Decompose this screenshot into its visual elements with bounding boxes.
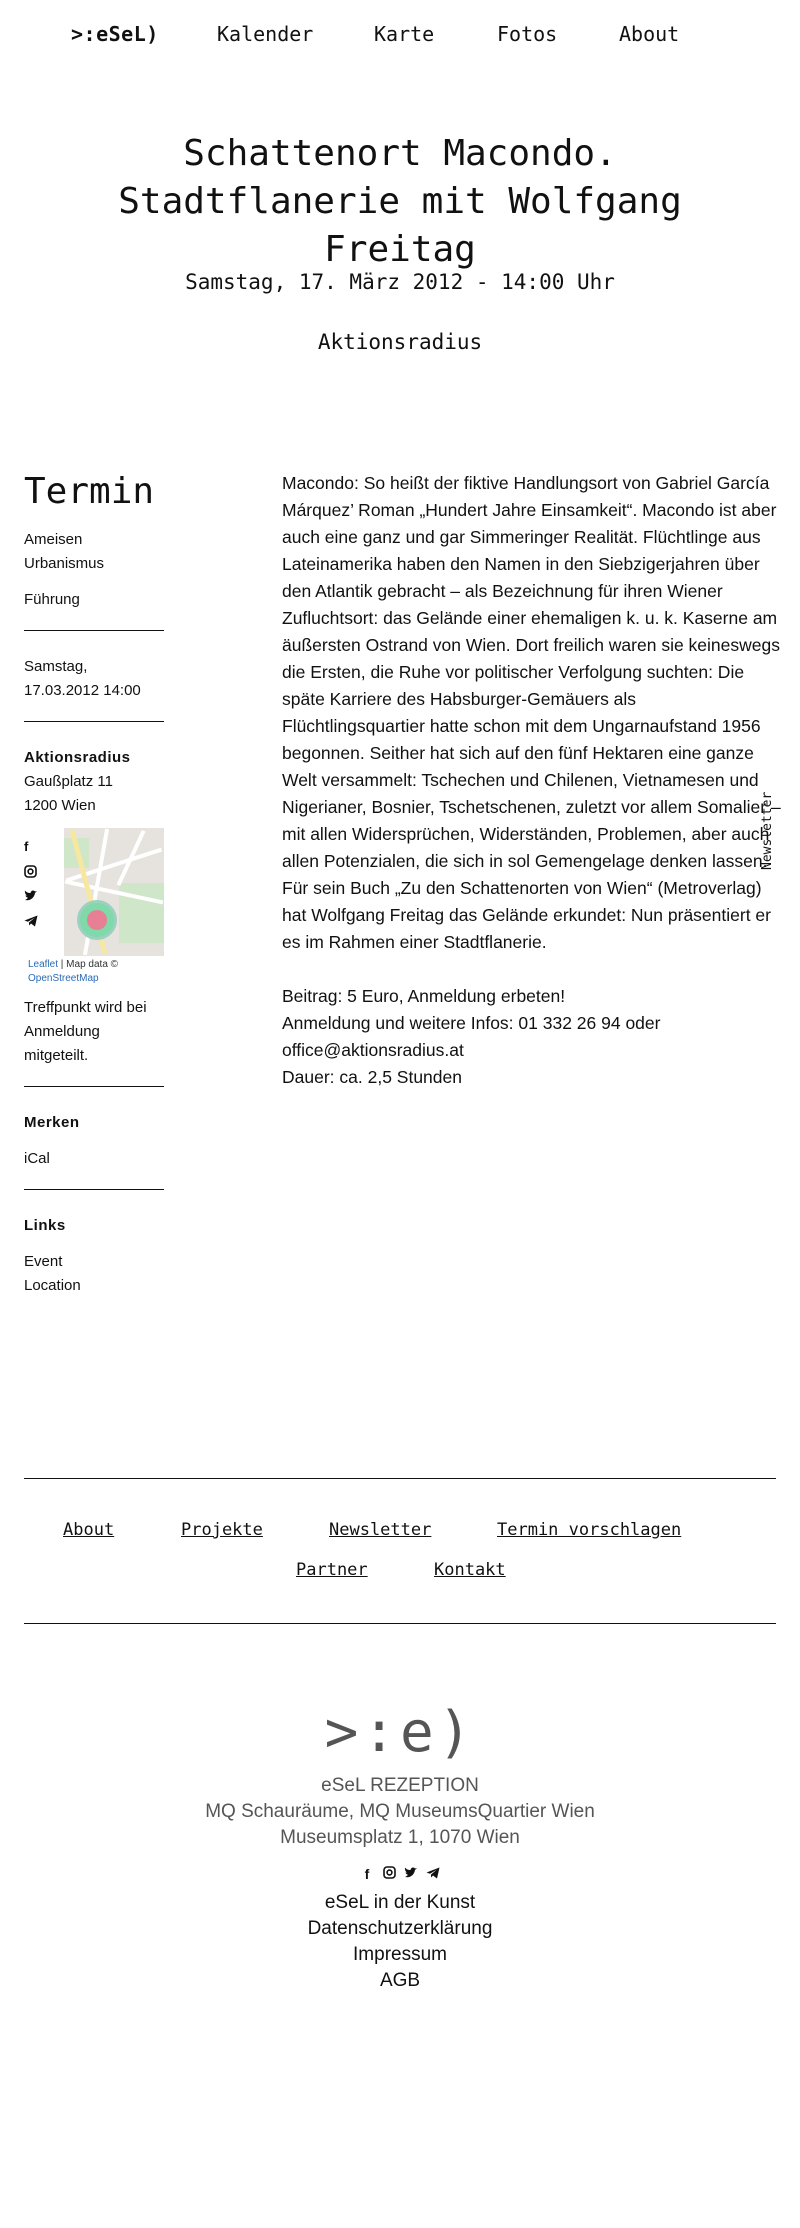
duration-info: Dauer: ca. 2,5 Stunden	[282, 1067, 462, 1087]
merken-label: Merken	[24, 1114, 80, 1131]
footer-address-line1: MQ Schauräume, MQ MuseumsQuartier Wien	[205, 1801, 595, 1822]
event-description	[282, 470, 782, 1091]
event-organizer[interactable]: Aktionsradius	[317, 330, 483, 354]
event-date: Samstag, 17. März 2012 - 14:00 Uhr	[185, 270, 615, 294]
footer-link-datenschutz[interactable]: Datenschutzerklärung	[307, 1918, 493, 1939]
event-link[interactable]: Event	[24, 1253, 63, 1270]
footer-link-kontakt[interactable]: Kontakt	[434, 1560, 506, 1580]
price-info: Beitrag: 5 Euro, Anmeldung erbeten!	[282, 986, 566, 1006]
footer-divider	[24, 1623, 776, 1624]
sidebar-heading: Termin	[24, 471, 155, 512]
site-logo[interactable]: >:eSeL)	[71, 22, 159, 46]
nav-link-karte[interactable]: Karte	[374, 22, 435, 46]
footer-link-esel-kunst[interactable]: eSeL in der Kunst	[324, 1892, 476, 1913]
top-nav	[0, 22, 800, 52]
map-data-text: | Map data ©	[58, 959, 119, 970]
divider	[24, 1086, 164, 1087]
divider	[24, 1189, 164, 1190]
registration-info: Anmeldung und weitere Infos: 01 332 26 94 oder office@aktionsradius.at	[282, 1013, 661, 1060]
ical-link[interactable]: iCal	[24, 1150, 50, 1167]
footer-link-partner[interactable]: Partner	[296, 1560, 368, 1580]
twitter-icon[interactable]	[24, 890, 38, 904]
divider	[24, 630, 164, 631]
twitter-icon[interactable]	[403, 1866, 419, 1882]
sidebar-date	[24, 655, 164, 703]
footer-rezeption: eSeL REZEPTION	[321, 1775, 479, 1796]
footer-link-about[interactable]: About	[63, 1520, 115, 1540]
footer-logo[interactable]: >:e)	[324, 1700, 476, 1765]
share-icons	[24, 840, 44, 940]
venue-city: 1200 Wien	[24, 797, 96, 814]
description-paragraph: Macondo: So heißt der fiktive Handlungsort von Gabriel García Márquez’ Roman „Hundert Jahre Einsamkeit“. Macondo ist aber auch eine ganz und gar Simmeringer Realität. Flüchtlinge aus Lateinamerika haben den Namen in den Siebzigerjahren über den Atlantik gebracht – als Bezeichnung für ihren Wiener Zufluchtsort: das Gelände einer ehemaligen k. u. k. Kaserne am äußersten Ostrand von Wien. Dort freilich waren sie keineswegs die Ersten, die Ruhe vor politischer Verfolgung suchten: Die späte Karriere des Habsburger-Gemäuers als Flüchtlingsquartier hatte schon mit dem Ungarnaufstand 1956 begonnen. Seither hat sich auf den fünf Hektaren eine ganze Welt versammelt: Tschechen und Chilenen, Vietnamesen und Nigerianer, Bosnier, Tschetschenen, zuletzt vor allem Somalier – mit allen Widersprüchen, Widerständen, Problemen, aber auch allen Potenzialen, die sich in sol Gemengelage denken lassen.	[282, 473, 781, 871]
venue-name[interactable]: Aktionsradius	[24, 749, 131, 766]
map-attribution	[24, 956, 164, 988]
date-weekday: Samstag,	[24, 658, 88, 675]
nav-link-about[interactable]: About	[619, 22, 680, 46]
footer-link-impressum[interactable]: Impressum	[353, 1944, 447, 1965]
footer-link-newsletter[interactable]: Newsletter	[329, 1520, 432, 1540]
osm-link[interactable]: OpenStreetMap	[28, 973, 99, 984]
venue-marker[interactable]	[77, 900, 117, 940]
date-datetime: 17.03.2012 14:00	[24, 682, 141, 699]
instagram-icon[interactable]	[381, 1866, 397, 1882]
page-title: Schattenort Macondo. Stadtflanerie mit Wolfgang Freitag	[118, 133, 682, 270]
footer-social-icons	[359, 1866, 449, 1886]
links-label: Links	[24, 1217, 66, 1234]
leaflet-link[interactable]: Leaflet	[28, 959, 59, 970]
meeting-point-note: Treffpunkt wird bei Anmeldung mitgeteilt.	[24, 999, 147, 1064]
nav-link-fotos[interactable]: Fotos	[497, 22, 558, 46]
description-paragraph: Für sein Buch „Zu den Schattenorten von Wien“ (Metroverlag) hat Wolfgang Freitag das Gelände erkundet: Nun präsentiert er es im Rahmen einer Stadtflanerie.	[282, 878, 771, 952]
footer-address-line2: Museumsplatz 1, 1070 Wien	[280, 1827, 520, 1848]
location-map-block	[24, 828, 164, 998]
event-sidebar	[24, 470, 164, 1298]
newsletter-side-tab[interactable]: Newsletter	[760, 791, 775, 870]
location-link[interactable]: Location	[24, 1277, 81, 1294]
event-type[interactable]: Führung	[24, 591, 80, 608]
tag-ameisen[interactable]: Ameisen	[24, 531, 83, 548]
venue-street: Gaußplatz 11	[24, 773, 113, 790]
facebook-icon[interactable]: f	[364, 1866, 370, 1882]
instagram-icon[interactable]	[24, 865, 38, 879]
tag-urbanismus[interactable]: Urbanismus	[24, 555, 105, 572]
footer-link-termin-vorschlagen[interactable]: Termin vorschlagen	[497, 1520, 682, 1540]
footer-link-agb[interactable]: AGB	[379, 1970, 421, 1991]
facebook-icon[interactable]: f	[24, 839, 29, 854]
telegram-icon[interactable]	[425, 1866, 441, 1882]
telegram-icon[interactable]	[24, 915, 38, 929]
footer-link-projekte[interactable]: Projekte	[181, 1520, 263, 1540]
footer-divider	[24, 1478, 776, 1479]
divider	[24, 721, 164, 722]
nav-link-kalender[interactable]: Kalender	[217, 22, 314, 46]
location-map[interactable]	[64, 828, 164, 956]
